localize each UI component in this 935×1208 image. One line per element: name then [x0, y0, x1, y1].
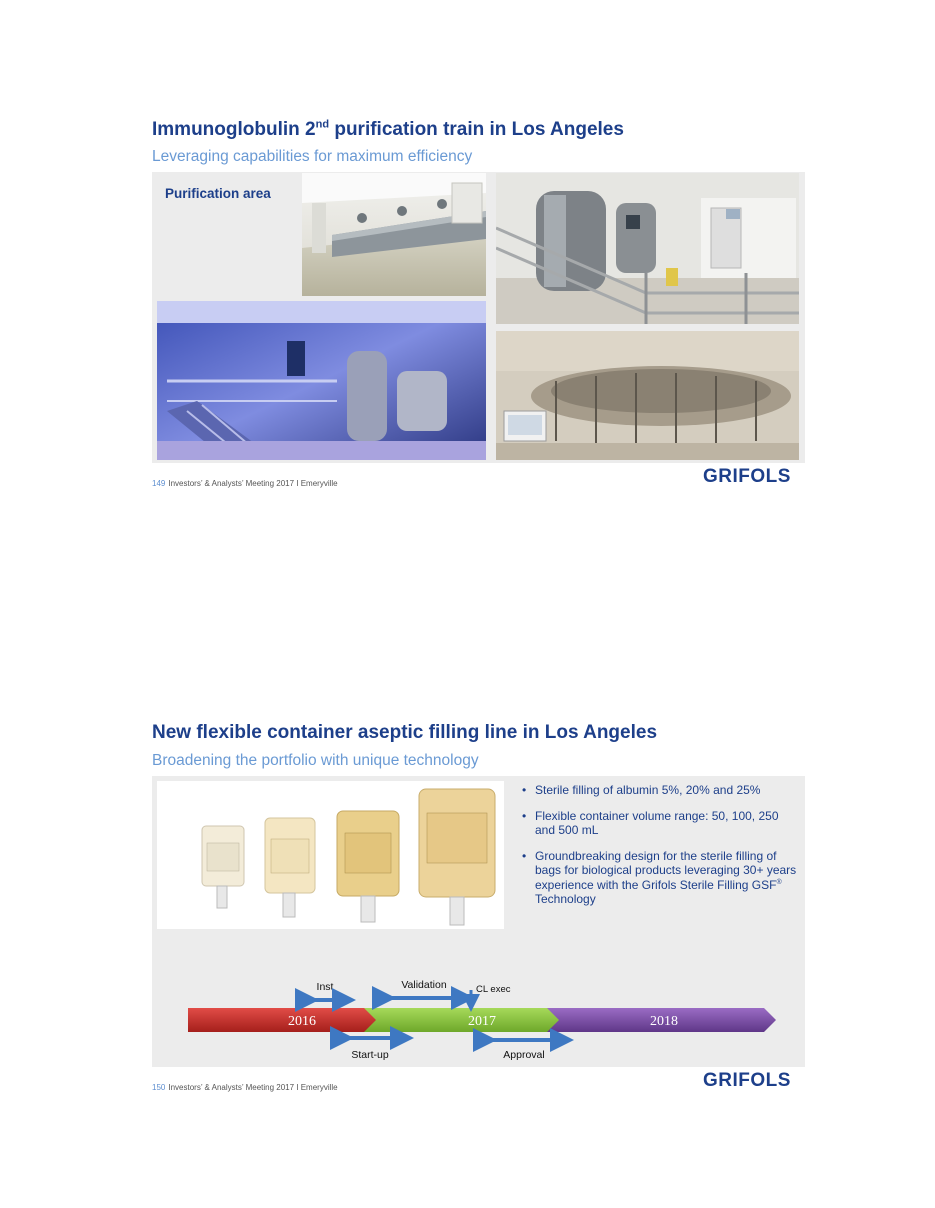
grifols-logo: GRIFOLS: [703, 1070, 791, 1091]
milestone-approval: Approval: [503, 1049, 545, 1061]
slide-149-title: Immunoglobulin 2nd purification train in Los Angeles: [152, 118, 624, 140]
milestone-cl-exec: CL exec: [476, 984, 511, 995]
grifols-logo: GRIFOLS: [703, 466, 791, 487]
slide-150-title: New flexible container aseptic filling line in Los Angeles: [152, 722, 658, 743]
slide-150-subtitle: Broadening the portfolio with unique technology: [152, 752, 479, 769]
milestone-validation: Validation: [401, 979, 447, 991]
slide-149-footer: 149 Investors’ & Analysts’ Meeting 2017 I Emeryville: [152, 479, 338, 488]
bullet-item: • Sterile filling of albumin 5%, 20% and 25%: [520, 783, 798, 798]
slide-150-footer: 150 Investors’ & Analysts’ Meeting 2017 I Emeryville: [152, 1083, 338, 1092]
tank-platform-photo: [496, 173, 799, 324]
milestone-start-up: Start-up: [351, 1049, 389, 1061]
iv-bags-image: [157, 781, 504, 929]
milestone-inst: Inst: [316, 981, 334, 993]
feature-bullet-list: [520, 783, 798, 918]
year-2017-segment: [357, 1008, 559, 1032]
bullet-item: • Groundbreaking design for the sterile filling of bags for biological products leveraging 30+ years experience with the Grifols Sterile Filling GSF® Technology: [520, 849, 798, 907]
project-timeline: [152, 960, 805, 1070]
year-label-2017: 2017: [468, 1014, 496, 1029]
blue-lit-purification-photo: [157, 301, 486, 460]
bullet-item: • Flexible container volume range: 50, 100, 250 and 500 mL: [520, 809, 798, 838]
year-2016-segment: [188, 1008, 376, 1032]
purification-room-photo: [302, 173, 486, 296]
year-label-2016: 2016: [288, 1014, 316, 1029]
year-label-2018: 2018: [650, 1014, 678, 1029]
purification-area-label: Purification area: [165, 186, 271, 201]
slide-149-subtitle: Leveraging capabilities for maximum efficiency: [152, 148, 473, 165]
filling-machine-photo: [496, 331, 799, 460]
